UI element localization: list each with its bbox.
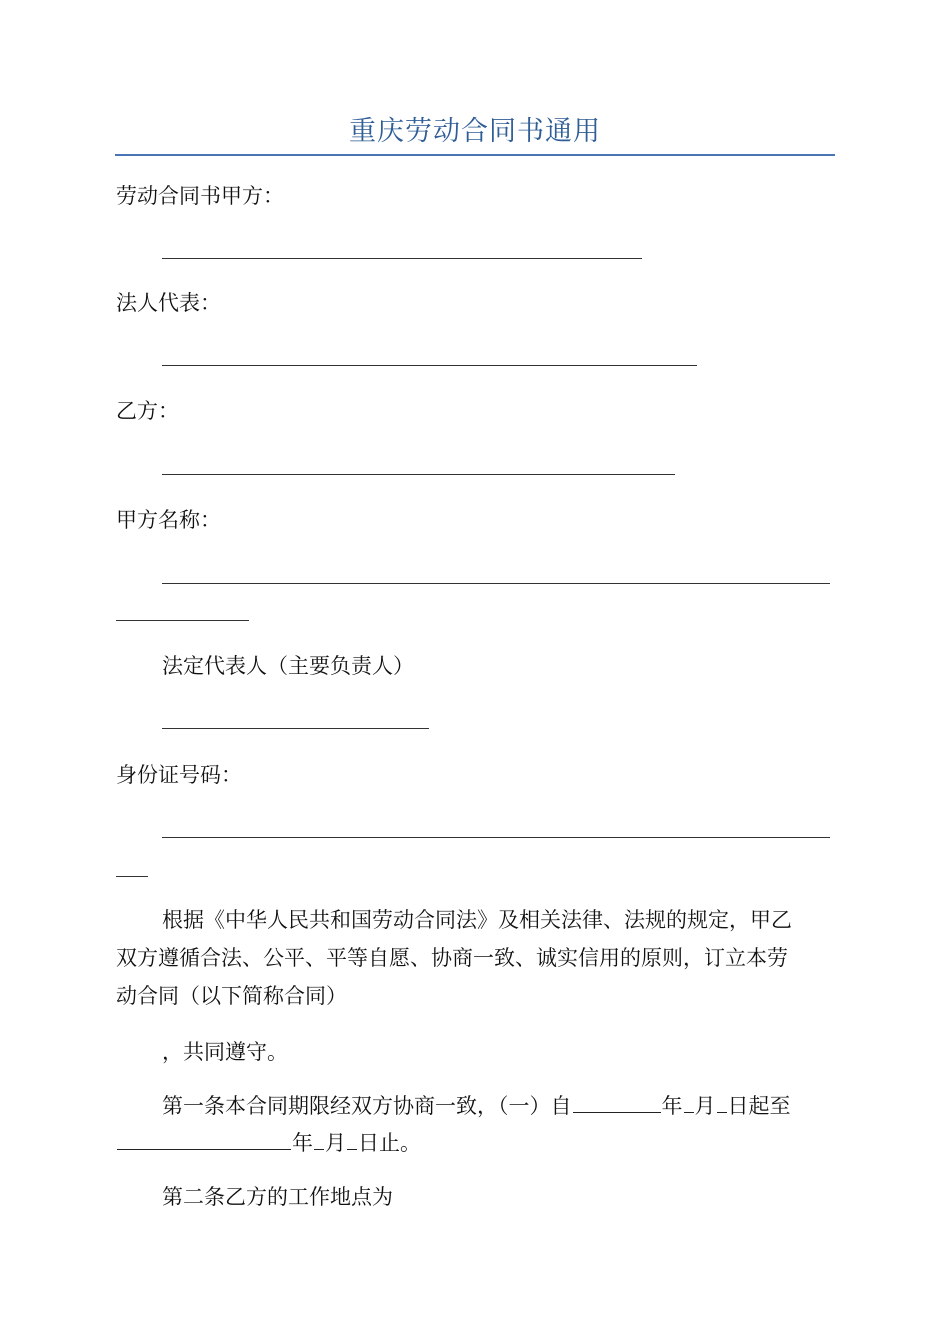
document-title: 重庆劳动合同书通用 xyxy=(349,116,601,147)
party-a-blank-line xyxy=(162,258,642,259)
article-1-end-month-label: 月 xyxy=(325,1131,346,1155)
article-1-start-suffix: 日起至 xyxy=(727,1094,791,1118)
legal-rep-label: 法人代表： xyxy=(116,291,221,315)
party-a-name-blank-line-1 xyxy=(162,583,830,584)
article-2-line: 第二条乙方的工作地点为 xyxy=(162,1185,393,1209)
article-1-year-blank xyxy=(573,1094,661,1113)
party-a-label: 劳动合同书甲方： xyxy=(116,184,284,208)
id-number-blank-line-1 xyxy=(162,837,830,838)
article-1-end-day-blank xyxy=(347,1131,357,1150)
article-1-line-2 xyxy=(116,1128,421,1158)
legal-rep-responsible-blank-line xyxy=(162,728,429,729)
article-1-end-year-label: 年 xyxy=(292,1131,313,1155)
article-1-day-blank xyxy=(717,1094,727,1113)
basis-paragraph-tail: ，共同遵守。 xyxy=(162,1040,288,1064)
article-1-month-label: 月 xyxy=(694,1094,716,1118)
article-1-line-1 xyxy=(162,1091,791,1121)
article-1-prefix: 第一条本合同期限经双方协商一致，（一）自 xyxy=(162,1094,572,1118)
id-number-blank-line-2 xyxy=(116,876,148,877)
party-b-blank-line xyxy=(162,474,675,475)
legal-rep-blank-line xyxy=(162,365,697,366)
basis-paragraph-line-1: 根据《中华人民共和国劳动合同法》及相关法律、法规的规定，甲乙 xyxy=(162,908,792,932)
legal-rep-responsible-label: 法定代表人（主要负责人） xyxy=(162,654,414,678)
article-1-month-blank xyxy=(684,1094,694,1113)
basis-paragraph-line-2: 双方遵循合法、公平、平等自愿、协商一致、诚实信用的原则，订立本劳 xyxy=(116,946,788,970)
article-1-end-year-blank xyxy=(117,1131,291,1150)
title-underline xyxy=(115,154,835,156)
party-b-label: 乙方： xyxy=(116,399,179,423)
party-a-name-label: 甲方名称： xyxy=(116,508,221,532)
article-1-year-label: 年 xyxy=(661,1094,683,1118)
article-1-end-month-blank xyxy=(314,1131,324,1150)
article-1-end-suffix: 日止。 xyxy=(358,1131,421,1155)
id-number-label: 身份证号码： xyxy=(116,763,242,787)
party-a-name-blank-line-2 xyxy=(116,620,249,621)
basis-paragraph-line-3: 动合同（以下简称合同） xyxy=(116,984,347,1008)
